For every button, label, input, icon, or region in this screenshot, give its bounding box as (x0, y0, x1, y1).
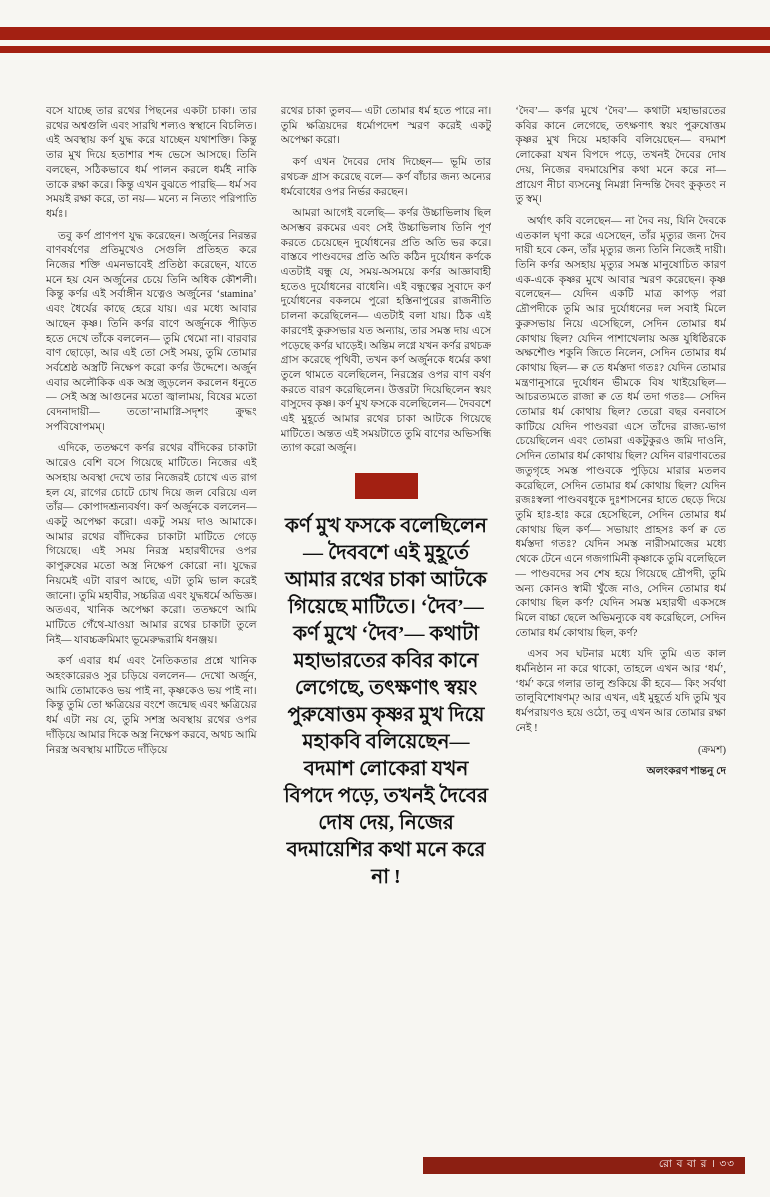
paragraph: কর্ণ এখন দৈবের দোষ দিচ্ছেন— ভূমি তার রথচক্র গ্রাস করেছে বলে— কর্ণ বাঁচার জন্য অন্যের ধর্মবোধের ওপর নির্ভর করছেন। (280, 157, 492, 198)
top-red-bar-thin (0, 46, 770, 53)
page-footer (423, 1157, 745, 1174)
paragraph: অর্থাৎ কবি বলেছেন— না দৈব নয়, যিনি দৈবকে এতকাল ঘৃণা করে এসেছেন, তাঁর মৃত্যুর জন্য দৈব দায়ী হবে কেন, তাঁর মৃত্যুর জন্য তিনি নিজেই দায়ী। তিনি কর্ণর অসহায় মৃত্যুর সমস্ত মানুষোচিত কারণ এক-একে কৃষ্ণর মুখে আবার স্মরণ করেছেন। কৃষ্ণ বলেছেন— যেদিন একটি মাত্র কাপড় পরা দ্রৌপদীকে তুমি আর দুর্যোধনের দল সবাই মিলে কুরুসভায় নিয়ে এসেছিলে, সেদিন তোমার ধর্ম কোথায় ছিল? যেদিন পাশাখেলায় অজ্ঞ যুধিষ্ঠিরকে অক্ষশৌণ্ড শকুনি জিতে নিলেন, সেদিন তোমার ধর্ম কোথায় ছিল— ক্ব তে ধর্মস্তদা গতঃ? যেদিন তোমার মন্ত্রণানুসারে দুর্যোধন ভীমকে বিষ খাইয়েছিল— আচরত্যমতে রাজা ক্ব তে ধর্ম তদা গতঃ— সেদিন তোমার ধর্ম কোথায় ছিল? তেরো বছর বনবাসে কাটিয়ে যেদিন পাণ্ডবরা এসে তাঁদের রাজ্য-ভাগ চেয়েছিলেন এবং তোমরা একটুকুরও জমি দাওনি, সেদিন তোমার ধর্ম কোথায় ছিল? যেদিন বারণাবতের জতুগৃহে সমস্ত পাণ্ডবকে পুড়িয়ে মারার মতলব করেছিলে, সেদিন তোমার ধর্ম কোথায় ছিল? যেদিন রজঃস্বলা পাণ্ডববধূকে দুঃশাসনের হাতে ছেড়ে দিয়ে তুমি হাঃ-হাঃ করে হেসেছিলে, সেদিন তোমার ধর্ম কোথায় ছিল কর্ণ— সভায়াং প্রাহসঃ কর্ণ ক্ব তে ধর্মস্তদা গতঃ? যেদিন সমস্ত নারীসমাজের মধ্যে থেকে টেনে এনে গজগামিনী কৃষ্ণাকে তুমি বলেছিলে— পাণ্ডবদের সব শেষ হয়ে গিয়েছে দ্রৌপদী, তুমি অন্য কোনও স্বামী খুঁজে নাও, সেদিন তোমার ধর্ম কোথায় ছিল কর্ণ? যেদিন সমস্ত মহারথী একসঙ্গে মিলে বাচ্চা ছেলে অভিমন্যুকে বধ করেছিলে, সেদিন তোমার ধর্ম কোথায় ছিল, কর্ণ? (515, 215, 727, 639)
page-number-label: রো ব বা র । ৩৩ (658, 1159, 735, 1170)
pull-quote-text: কর্ণ মুখ ফসকে বলেছিলেন— দৈববশে এই মুহূর্তে আমার রথের চাকা আটকে গিয়েছে মাটিতে। ‘দৈব’— কর্ণ মুখে ‘দৈব’— কথাটা মহাভারতের কবির কানে লেগেছে, তৎক্ষণাৎ স্বয়ং পুরুষোত্তম কৃষ্ণর মুখ দিয়ে মহাকবি বলিয়েছেন— বদমাশ লোকেরা যখন বিপদে পড়ে, তখনই দৈবের দোষ দেয়, নিজের বদমায়েশির কথা মনে করে না ! (283, 515, 489, 889)
pull-quote (281, 473, 492, 891)
illustration-credit: অলংকরণ শান্তনু দে (646, 766, 727, 778)
paragraph: এসব সব ঘটনার মধ্যে যদি তুমি এত কাল ধর্মনিষ্ঠান না করে থাকো, তাহলে এখন আর ‘ধর্ম’, ‘ধর্ম’ করে গলার তালু শুকিয়ে কী হবে— কিং সর্বথা তালুবিশোষণম্? আর এখন, এই মুহূর্তে যদি তুমি খুব ধর্মপরায়ণও হয়ে ওঠো, তবু এখন আর তোমার রক্ষা নেই ! (515, 649, 727, 734)
paragraph: তবু কর্ণ প্রাণপণ যুদ্ধ করেছেন। অর্জুনের নিরন্তর বাণবর্ষণের প্রতিমুখেও সেগুলি প্রতিহত করে নিজের শক্তি এমনভাবেই প্রতিষ্ঠা করেছেন, যাতে মনে হয় যেন অর্জুনের চেয়ে তিনি অধিক কৌশলী। কিন্তু কর্ণর এই সর্বাঙ্গীন যত্নেও অর্জুনের ‘stamina’ এবং ধৈর্যের কাছে হেরে যায়। এর মধ্যে আবার আছেন কৃষ্ণ। তিনি কর্ণর বাণে অর্জুনকে পীড়িত হতে দেখে তাঁকে বললেন— তুমি থেমো না। বারবার বাণ ছোড়ো, আর এই তো সেই সময়, তুমি তোমার সর্বশ্রেষ্ঠ অস্ত্রটি নিক্ষেপ করো কর্ণর উদ্দেশে। অর্জুন এবার অলৌকিক এক অস্ত্র জুড়লেন করলেন ধনুতে— সেই অস্ত্র আগুনের মতো জ্বালাময়, বিষের মতো বেদনাদায়ী— ততো’নামাগ্নি-সদৃশং ক্রুদ্ধং সর্পবিষোপমম্। (46, 230, 257, 433)
article-body (46, 105, 726, 1147)
column-right (515, 105, 726, 1147)
continuation-note: (ক্রমশ) (697, 744, 727, 756)
top-red-bar-thick (0, 27, 770, 40)
paragraph: ‘দৈব’— কর্ণর মুখে ‘দৈব’— কথাটা মহাভারতের কবির কানে লেগেছে, তৎক্ষণাৎ স্বয়ং পুরুষোত্তম কৃষ্ণর মুখ দিয়ে মহাকবি বলিয়েছেন— বদমাশ লোকেরা যখন বিপদে পড়ে, তখনই দৈবের দোষ দেয়, নিজের বদমায়েশির কথা মনে করে না— প্রায়েণ নীচা ব্যসনেষু নিমগ্না নিন্দন্তি দৈবং কুকৃতং ন তু স্বম্। (515, 106, 727, 206)
column-left (46, 105, 257, 1147)
paragraph: এদিকে, ততক্ষণে কর্ণর রথের বাঁদিকের চাকাটা আরেও বেশি বসে গিয়েছে মাটিতে। নিজের এই অসহায় অবস্থা দেখে তার নিজেরই চোখে এত রাগ হল যে, রাগের চোটে চোখ দিয়ে জল বেরিয়ে এল তাঁর— কোপাদশ্রূন্যবর্ষণ। কর্ণ অর্জুনকে বললেন— একটু অপেক্ষা করো। একটু সময় দাও আমাকে। আমার রথের বাঁদিকের চাকাটা মাটিতে গেড়ে গিয়েছে। এই সময় নিরস্ত্র মহারথীদের ওপর কাপুরুষের মতো অস্ত্র নিক্ষেপ কোরো না। যুদ্ধের নিয়মেই এটা বারণ আছে, এটা তুমি ভাল করেই জানো। তুমি মহাবীর, সচ্চরিত্র এবং যুদ্ধধর্মে অভিজ্ঞ। অতএব, খানিক অপেক্ষা করো। ততক্ষণে আমি মাটিতে গেঁথে-যাওয়া আমার রথের চাকাটা তুলে নিই— যাবচ্চক্রমিমাং ভূমেরুদ্ধরামি ধনঞ্জয়। (46, 443, 257, 646)
paragraph: কর্ণ এবার ধর্ম এবং নৈতিকতার প্রশ্নে খানিক অহংকারেরও সুর চড়িয়ে বললেন— দেখো অর্জুন, আমি তোমাকেও ভয় পাই না, কৃষ্ণকেও ভয় পাই না। কিন্তু তুমি তো ক্ষত্রিয়ের বংশে জন্মেছ এবং ক্ষত্রিয়ের ধর্ম এটা নয় যে, তুমি সশস্ত্র অবস্থায় রথের ওপর দাঁড়িয়ে আমার দিকে অস্ত্র নিক্ষেপ করবে, অথচ আমি নিরস্ত্র অবস্থায় মাটিতে দাঁড়িয়ে (46, 656, 257, 756)
column-middle (281, 105, 492, 1147)
paragraph: রথের চাকা তুলব— এটা তোমার ধর্ম হতে পারে না। তুমি ক্ষত্রিয়দের ধর্মোপদেশ স্মরণ করেই একটু অপেক্ষা করো। (280, 106, 492, 147)
pull-quote-red-marker (355, 473, 418, 499)
paragraph: আমরা আগেই বলেছি— কর্ণর উচ্চাভিলাষ ছিল অসম্ভব রকমের এবং সেই উচ্চাভিলাষ তিনি পূর্ণ করতে চেয়েছেন দুর্যোধনের প্রতি অতি ভর করে। বাস্তবে পাণ্ডবদের প্রতি অতি কঠিন দুর্যোধন কর্ণকে এতটাই বন্ধু যে, সময়-অসময়ে কর্ণর আজ্ঞাবাহী হতেও দুর্যোধনের বাধেনি। এই বন্ধুত্বের সুবাদে কর্ণ দুর্যোধনের বকলমে পুরো হস্তিনাপুরের রাজনীতি চালনা করেছিলেন— এতটাই বলা যায়। ঠিক এই কারণেই কুরুসভার যত অন্যায়, তার সমস্ত দায় এসে পড়েছে কর্ণর ঘাড়েই। অন্তিম লগ্নে যখন কর্ণর রথচক্র গ্রাস করেছে পৃথিবী, তখন কর্ণ অর্জুনকে ধর্মের কথা তুলে থামতে বলেছিলেন, নিরস্ত্রের ওপর বাণ বর্ষণ করতে বারণ করেছিলেন। উত্তরটা দিয়েছিলেন স্বয়ং বাসুদেব কৃষ্ণ। কর্ণ মুখ ফসকে বলেছিলেন— দৈববশে এই মুহূর্তে আমার রথের চাকা আটকে গিয়েছে মাটিতে। অন্তত এই সময়টাতে তুমি বাণের অভিসন্ধি ত্যাগ করো অর্জুন। (280, 208, 492, 455)
paragraph: বসে যাচ্ছে তার রথের পিছনের একটা চাকা। তার রথের অশ্বগুলি এবং সারথি শল্যও স্বস্থানে বিচলিত। এই অবস্থায় কর্ণ যুদ্ধ করে যাচ্ছেন যথাশক্তি। কিন্তু তার মুখ দিয়ে হতাশার শব্দ ভেসে আসছে। তিনি বলছেন, সঠিকভাবে ধর্ম পালন করলে ধর্মই নাকি তাকে রক্ষা করে। কিন্তু এখন বুঝতে পারছি— ধর্ম সব সময়ই রক্ষা করে, তা নয়— মন্যে ন নিত্যং পরিপাতি ধর্মঃ। (46, 106, 257, 220)
